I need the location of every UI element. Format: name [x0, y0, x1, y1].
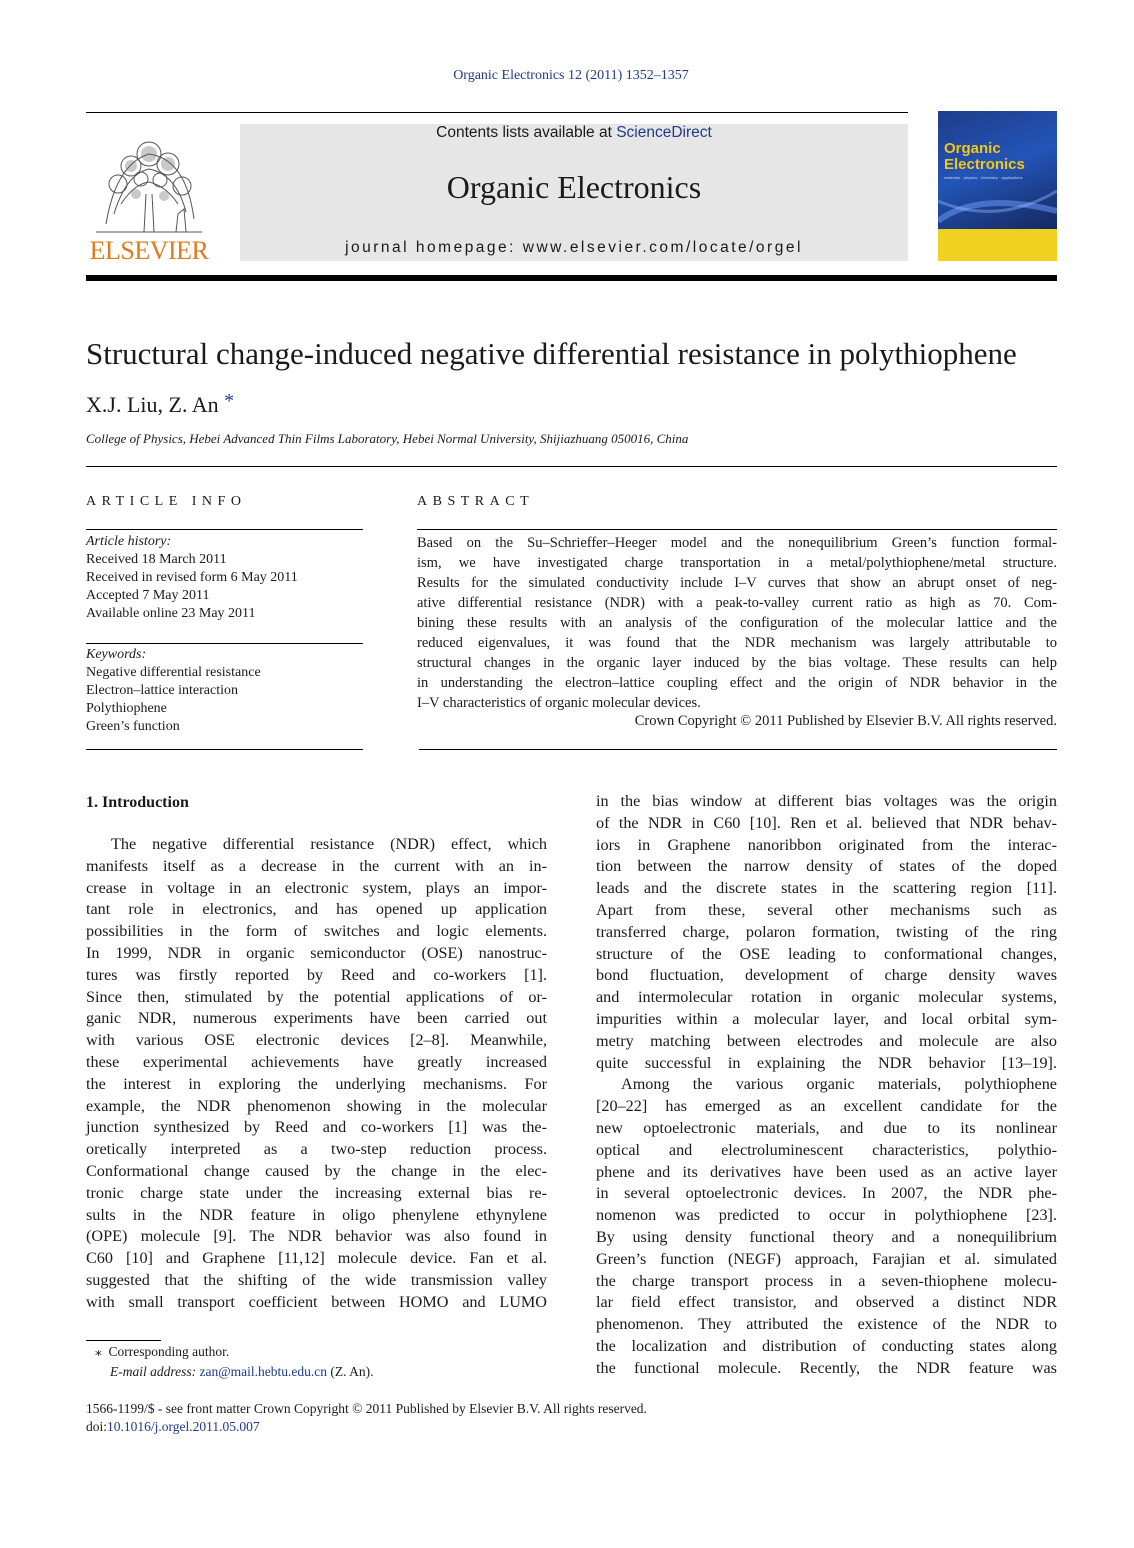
text-line: C60 [10] and Graphene [11,12] molecule device. Fan et al.: [86, 1249, 547, 1268]
affiliation-rule: [86, 466, 1057, 467]
header-thick-rule: [86, 275, 1057, 281]
text-line: in several optoelectronic devices. In 2007, the NDR phe-: [596, 1184, 1057, 1203]
text-line: tures was firstly reported by Reed and co-workers [1].: [86, 965, 547, 984]
text-line: example, the NDR phenomenon showing in the molecular: [86, 1096, 547, 1115]
article-title: Structural change-induced negative differential resistance in polythiophene: [86, 336, 1017, 371]
history-online: Available online 23 May 2011: [86, 606, 256, 621]
cover-graphic: [938, 181, 1057, 229]
doi-label: doi:: [86, 1419, 108, 1434]
text-line: ism, we have investigated charge transportation in a metal/polythiophene/metal structure.: [417, 555, 1057, 571]
doi-line: [86, 1419, 260, 1435]
journal-homepage[interactable]: journal homepage: www.elsevier.com/locate/orgel: [345, 239, 803, 256]
header-rule: [86, 112, 908, 113]
text-line: In 1999, NDR in organic semiconductor (OSE) nanostruc-: [86, 944, 547, 962]
keywords-label: Keywords:: [86, 647, 147, 662]
text-line: iors in Graphene nanoribbon originated from the interac-: [596, 835, 1057, 854]
text-line: leads and the discrete states in the scattering region [11].: [596, 879, 1057, 898]
history-revised: Received in revised form 6 May 2011: [86, 570, 298, 585]
footnote-corresponding: [95, 1344, 229, 1360]
footnote-email: [110, 1364, 374, 1380]
text-line: bining these results with an analysis of the configuration of the molecular lattice and the: [417, 615, 1057, 631]
section-heading: 1. Introduction: [86, 794, 189, 811]
text-line: crease in voltage in an electronic system, plays an impor-: [86, 878, 547, 897]
text-line: (OPE) molecule [9]. The NDR behavior was also found in: [86, 1227, 547, 1246]
journal-name: Organic Electronics: [446, 169, 702, 205]
text-line: Green’s function (NEGF) approach, Farajian et al. simulated: [596, 1249, 1057, 1268]
text-line: Results for the simulated conductivity include I–V curves that show an abrupt onset of neg-: [417, 575, 1057, 591]
journal-cover-image: [938, 111, 1057, 261]
text-line: Apart from these, several other mechanisms such as: [596, 901, 1057, 919]
text-line: with small transport coefficient between HOMO and LUMO: [86, 1292, 547, 1311]
text-line: oretically interpreted as a two-step reduction process.: [86, 1140, 547, 1159]
text-line: Based on the Su–Schrieffer–Heeger model and the nonequilibrium Green’s function formal-: [417, 535, 1057, 551]
text-line: phenomenon. They attributed the existence of the NDR to: [596, 1315, 1057, 1334]
text-line: of the NDR in C60 [10]. Ren et al. believed that NDR behav-: [596, 813, 1057, 832]
text-line: tant role in electronics, and has opened up application: [86, 900, 547, 919]
text-line: Conformational change caused by the change in the elec-: [86, 1162, 547, 1180]
cover-stripe: [938, 229, 1057, 261]
text-line: structural changes in the organic layer induced by the bias voltage. These results can help: [417, 655, 1057, 671]
footnote-text: Corresponding author.: [108, 1344, 230, 1359]
text-line: ganic NDR, numerous experiments have been carried out: [86, 1009, 547, 1028]
text-line: the charge transport process in a seven-thiophene molecu-: [596, 1271, 1057, 1290]
abstract-rule-bottom: [419, 749, 1057, 750]
keyword-item: Green’s function: [86, 719, 180, 734]
text-line: suggested that the shifting of the wide transmission valley: [86, 1271, 547, 1289]
abstract-heading: ABSTRACT: [417, 494, 535, 509]
history-received: Received 18 March 2011: [86, 552, 227, 567]
abstract-copyright: Crown Copyright © 2011 Published by Elsevier B.V. All rights reserved.: [634, 713, 1057, 729]
footnote-mark: ⁎: [95, 1344, 102, 1359]
corresponding-author-mark[interactable]: *: [224, 390, 235, 412]
text-line: junction synthesized by Reed and co-workers [1] was the-: [86, 1118, 547, 1137]
journal-banner: [240, 124, 908, 261]
sciencedirect-link[interactable]: ScienceDirect: [616, 124, 712, 141]
text-line: the localization and distribution of conducting states along: [596, 1337, 1057, 1355]
email-suffix: (Z. An).: [330, 1364, 374, 1379]
text-line: in understanding the electron–lattice coupling effect and the origin of NDR behavior in the: [417, 675, 1057, 691]
text-line: Among the various organic materials, polythiophene: [621, 1075, 1057, 1094]
article-info-rule-top: [86, 529, 363, 530]
text-line: possibilities in the form of switches and logic elements.: [86, 922, 547, 941]
author-names: X.J. Liu, Z. An: [86, 392, 219, 417]
text-line: manifests itself as a decrease in the current with an in-: [86, 856, 547, 875]
email-label: E-mail address:: [110, 1364, 197, 1379]
text-line: tronic charge state under the increasing external bias re-: [86, 1183, 547, 1202]
cover-subtitle: materials · physics · chemistry · applications: [944, 175, 1023, 180]
text-line: lar field effect transistor, and observed a distinct NDR: [596, 1293, 1057, 1312]
text-line: new optoelectronic materials, and due to its nonlinear: [596, 1119, 1057, 1137]
doi-link[interactable]: 10.1016/j.orgel.2011.05.007: [107, 1419, 260, 1434]
footnote-rule: [86, 1340, 161, 1341]
history-label: Article history:: [86, 534, 172, 549]
contents-prefix: Contents lists available at: [436, 124, 617, 141]
text-line: Since then, stimulated by the potential applications of or-: [86, 987, 547, 1006]
elsevier-wordmark: ELSEVIER: [89, 236, 209, 265]
journal-citation[interactable]: Organic Electronics 12 (2011) 1352–1357: [453, 68, 689, 83]
article-info-heading: ARTICLE INFO: [86, 494, 247, 509]
article-info-rule-bottom: [86, 749, 363, 750]
keyword-item: Polythiophene: [86, 701, 167, 716]
text-line: phene and its derivatives have been used as an active layer: [596, 1162, 1057, 1181]
front-matter-line: 1566-1199/$ - see front matter Crown Copyright © 2011 Published by Elsevier B.V. All rights reserved.: [86, 1401, 647, 1416]
text-line: and intermolecular rotation in organic molecular systems,: [596, 988, 1057, 1007]
abstract-rule-top: [417, 529, 1057, 530]
text-line: I–V characteristics of organic molecular devices.: [417, 695, 701, 711]
text-line: structure of the OSE leading to conformational changes,: [596, 944, 1057, 963]
text-line: nomenon was predicted to occur in polythiophene [23].: [596, 1206, 1057, 1225]
authors: [86, 390, 234, 418]
text-line: in the bias window at different bias voltages was the origin: [596, 792, 1057, 810]
text-line: impurities within a molecular layer, and local orbital sym-: [596, 1010, 1057, 1028]
text-line: with various OSE electronic devices [2–8]. Meanwhile,: [86, 1031, 547, 1050]
text-line: the interest in exploring the underlying mechanisms. For: [86, 1074, 547, 1093]
article-info-rule-mid: [86, 643, 363, 644]
text-line: The negative differential resistance (NDR) effect, which: [111, 835, 547, 853]
keyword-item: Electron–lattice interaction: [86, 683, 238, 698]
text-line: By using density functional theory and a nonequilibrium: [596, 1228, 1057, 1246]
text-line: transferred charge, polaron formation, twisting of the ring: [596, 922, 1057, 941]
text-line: the functional molecule. Recently, the NDR feature was: [596, 1358, 1057, 1377]
text-line: optical and electroluminescent characteristics, polythio-: [596, 1140, 1057, 1159]
text-line: quite successful in explaining the NDR behavior [13–19].: [596, 1053, 1057, 1072]
text-line: these experimental achievements have greatly increased: [86, 1053, 547, 1071]
text-line: bond fluctuation, development of charge density waves: [596, 966, 1057, 985]
text-line: tion between the narrow density of states of the doped: [596, 857, 1057, 876]
affiliation: College of Physics, Hebei Advanced Thin Films Laboratory, Hebei Normal University, Shijiazhuang 050016, China: [86, 431, 689, 446]
contents-line: [240, 124, 908, 142]
text-line: sults in the NDR feature in oligo phenylene ethynylene: [86, 1205, 547, 1224]
keyword-item: Negative differential resistance: [86, 665, 261, 680]
text-line: ative differential resistance (NDR) with a peak-to-valley current ratio as high as 70. Com-: [417, 595, 1057, 611]
history-accepted: Accepted 7 May 2011: [86, 588, 210, 603]
text-line: metry matching between electrodes and molecule are also: [596, 1031, 1057, 1050]
cover-title: Organic Electronics: [944, 140, 1025, 173]
text-line: [20–22] has emerged as an excellent candidate for the: [596, 1097, 1057, 1116]
email-link[interactable]: zan@mail.hebtu.edu.cn: [199, 1364, 328, 1379]
text-line: reduced eigenvalues, it was found that the NDR mechanism was largely attributable to: [417, 635, 1057, 651]
